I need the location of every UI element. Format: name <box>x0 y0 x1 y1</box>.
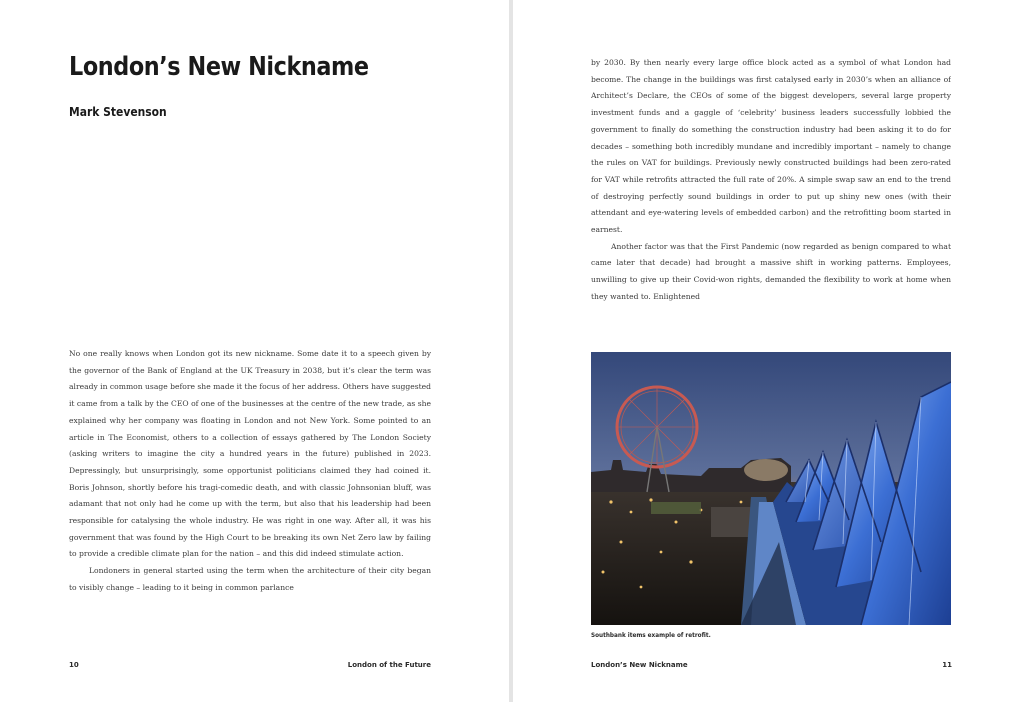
chapter-title: London’s New Nickname <box>69 52 369 82</box>
right-paragraph-1: by 2030. By then nearly every large office block acted as a symbol of what London had become. The change in the buildings was first catalysed early in 2030’s when an alliance of Architect’s Declare, the CEOs of some of the biggest developers, several large property investment funds and a gaggle of ‘celebrity’ business leaders successfully lobbied the government to finally do something the construction industry had been asking it to do for decades – something both incredibly mundane and incredibly important – namely to change the rules on VAT for buildings. Previously newly constructed buildings had been zero-rated for VAT while retrofits attracted the full rate of 20%. A simple swap saw an end to the trend of destroying perfectly sound buildings in order to put up shiny new ones (with their attendant and eye-watering levels of embedded carbon) and the retrofitting boom started in earnest. <box>591 58 951 235</box>
left-page-number: 10 <box>69 661 79 669</box>
left-body-text <box>69 346 431 646</box>
right-page <box>513 0 1024 702</box>
right-paragraph-2: Another factor was that the First Pandemic (now regarded as benign compared to what came later that decade) had brought a massive shift in working patterns. Employees, unwilling to give up their Covid-won rights, demanded the flexibility to work at home when they wanted to. Enlightened <box>591 241 951 301</box>
left-page <box>0 0 509 702</box>
southbank-photo <box>591 352 951 625</box>
photo-caption: Southbank items example of retrofit. <box>591 631 711 639</box>
right-page-number: 11 <box>942 661 952 669</box>
left-paragraph-2: Londoners in general started using the term when the architecture of their city began to visibly change – leading to it being in common parlance <box>69 566 431 592</box>
author-name: Mark Stevenson <box>69 104 167 119</box>
left-paragraph-1: No one really knows when London got its new nickname. Some date it to a speech given by the governor of the Bank of England at the UK Treasury in 2038, but it’s clear the term was already in common usage before she made it the focus of her address. Others have suggested it came from a talk by the CEO of one of the businesses at the centre of the new trade, as she explained why her company was floating in London and not New York. Some pointed to an article in The Economist, others to a collection of essays gathered by The London Society (asking writers to imagine the city a hundred years in the future) published in 2023. Depressingly, but unsurprisingly, some opportunist politicians claimed they had coined it. Boris Johnson, shortly before his tragi-comedic death, and with classic Johnsonian bluff, was adamant that not only had he come up with the term, but also that his leadership had been responsible for catalysing the whole industry. He was right in one way. After all, it was his government that was found by the High Court to be breaking its own Net Zero law by failing to provide a credible climate plan for the nation – and this did indeed stimulate action. <box>69 349 431 559</box>
right-body-text <box>591 55 951 341</box>
left-running-head: London of the Future <box>347 661 431 669</box>
right-running-head: London’s New Nickname <box>591 661 688 669</box>
southbank-photo-illustration <box>591 352 951 625</box>
